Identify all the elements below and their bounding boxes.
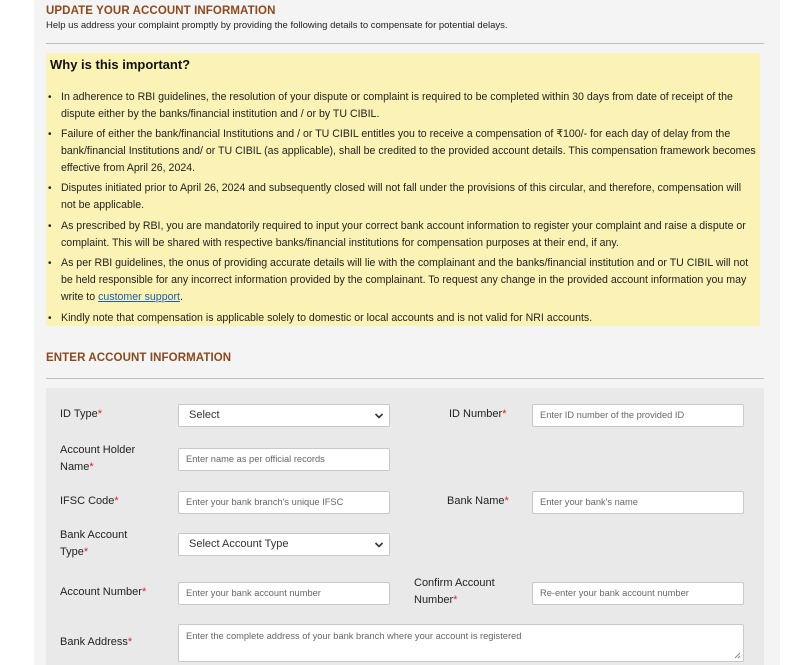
info-bullet: • Failure of either the bank/financial Institutions and / or TU CIBIL entitles you to receive a compensation of ₹100/- for each day of delay from the bank/financial Institutions and/ or TU CIBIL (as applicable), shall be credited to the provided account details. This compensation framework becomes effective from April 26, 2024. <box>48 128 756 174</box>
info-bullet: • Disputes initiated prior to April 26, 2024 and subsequently closed will not fall under the provisions of this circular, and therefore, compensation will not be applicable. <box>48 182 742 211</box>
bank-name-label: Bank Name* <box>447 495 509 507</box>
chevron-down-icon <box>374 411 384 421</box>
account-holder-name-input[interactable]: Enter name as per official records <box>178 448 390 471</box>
info-heading: Why is this important? <box>50 57 191 72</box>
id-type-select[interactable]: Select <box>178 404 390 427</box>
chevron-down-icon <box>374 540 384 550</box>
bank-account-type-label: Bank Account Type* <box>60 529 128 558</box>
account-section-title: ENTER ACCOUNT INFORMATION <box>46 352 232 364</box>
info-bullet: • As prescribed by RBI, you are mandatorily required to input your correct bank account information to register your complaint and raise a dispute or complaint. This will be shared with respective banks/financial institutions for compensation purposes at their end, if any. <box>48 220 746 249</box>
customer-support-link[interactable]: customer support <box>98 291 180 303</box>
account-holder-name-label: Account Holder Name* <box>60 444 136 473</box>
divider <box>46 378 764 379</box>
ifsc-code-label: IFSC Code* <box>60 495 119 507</box>
info-bullet: • Kindly note that compensation is applicable solely to domestic or local accounts and is not valid for NRI accounts. <box>48 312 593 324</box>
account-number-input[interactable]: Enter your bank account number <box>178 582 390 605</box>
bank-address-label: Bank Address* <box>60 636 133 648</box>
ifsc-code-input[interactable]: Enter your bank branch's unique IFSC <box>178 491 390 514</box>
confirm-account-number-label: Confirm Account Number* <box>414 577 495 606</box>
bank-address-textarea[interactable]: Enter the complete address of your bank branch where your account is registered <box>178 624 744 662</box>
bank-account-type-select[interactable]: Select Account Type <box>178 533 390 556</box>
id-type-label: ID Type* <box>60 408 102 420</box>
account-number-label: Account Number* <box>60 586 147 598</box>
divider <box>46 43 764 44</box>
resize-handle-icon[interactable] <box>733 651 741 659</box>
update-section-subtitle: Help us address your complaint promptly by providing the following details to compensate for potential delays. <box>46 20 508 31</box>
info-bullet: • In adherence to RBI guidelines, the resolution of your dispute or complaint is required to be completed within 30 days from date of receipt of the dispute either by the banks/financial institution and / or by TU CIBIL. <box>48 91 733 120</box>
bank-name-input[interactable]: Enter your bank's name <box>532 491 744 514</box>
id-number-input[interactable]: Enter ID number of the provided ID <box>532 404 744 427</box>
id-number-label: ID Number* <box>449 408 507 420</box>
confirm-account-number-input[interactable]: Re-enter your bank account number <box>532 582 744 605</box>
info-bullet: • As per RBI guidelines, the onus of providing accurate details will lie with the complainant and the banks/financial institution and or TU CIBIL will not be held responsible for any incorrect information provided by the complainant. To request any change in the provided account information you may write to customer support. <box>48 257 749 303</box>
update-section-title: UPDATE YOUR ACCOUNT INFORMATION <box>46 5 276 17</box>
info-box <box>46 53 760 326</box>
